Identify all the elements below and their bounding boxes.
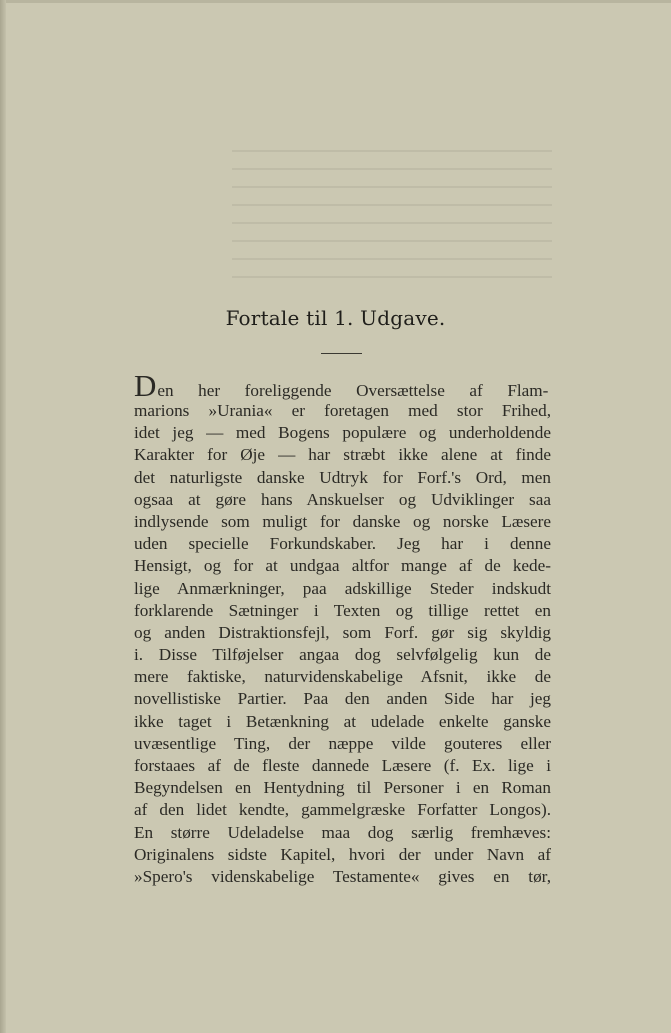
text-line: idet jeg — med Bogens populære og underholdende (134, 423, 551, 443)
text-line: og anden Distraktionsfejl, som Forf. gør sig skyldig (134, 622, 551, 642)
text-line: Hensigt, og for at undgaa altfor mange af de kede- (134, 556, 551, 576)
text-line: Originalens sidste Kapitel, hvori der under Navn af (134, 844, 551, 864)
text-line: indlysende som muligt for danske og norske Læsere (134, 511, 551, 531)
text-line: Karakter for Øje — har stræbt ikke alene at finde (134, 445, 551, 465)
first-line-text: en her foreliggende Oversættelse af Flam- (157, 381, 549, 400)
heading-rule (321, 353, 362, 354)
text-line: novellistiske Partier. Paa den anden Side har jeg (134, 689, 551, 709)
text-line: uden specielle Forkundskaber. Jeg har i denne (134, 534, 551, 554)
page-top-edge (0, 0, 671, 3)
show-through-text (232, 150, 552, 290)
text-line: uvæsentlige Ting, der næppe vilde gouteres eller (134, 733, 551, 753)
text-line: ikke taget i Betænkning at udelade enkelte ganske (134, 711, 551, 731)
text-line: det naturligste danske Udtryk for Forf.'s Ord, men (134, 467, 551, 487)
page-heading: Fortale til 1. Udgave. (225, 306, 446, 330)
text-line: forklarende Sætninger i Texten og tillige rettet en (134, 600, 551, 620)
preface-body (134, 368, 551, 888)
text-line: En større Udeladelse maa dog særlig fremhæves: (134, 822, 551, 842)
text-line-1 (134, 368, 551, 403)
text-line: Begyndelsen en Hentydning til Personer i en Roman (134, 778, 551, 798)
page-binding-edge (0, 0, 6, 1033)
text-line: mere faktiske, naturvidenskabelige Afsnit, ikke de (134, 667, 551, 687)
text-line: af den lidet kendte, gammelgræske Forfatter Longos). (134, 800, 551, 820)
text-line: forstaaes af de fleste dannede Læsere (f. Ex. lige i (134, 756, 551, 775)
text-line: marions »Urania« er foretagen med stor Frihed, (134, 401, 551, 420)
drop-cap: D (134, 368, 157, 403)
text-line: »Spero's videnskabelige Testamente« gives en tør, (134, 866, 551, 886)
text-line: i. Disse Tilføjelser angaa dog selvfølgelig kun de (134, 645, 551, 665)
text-line: ogsaa at gøre hans Anskuelser og Udviklinger saa (134, 489, 551, 509)
text-line: lige Anmærkninger, paa adskillige Steder indskudt (134, 578, 551, 598)
